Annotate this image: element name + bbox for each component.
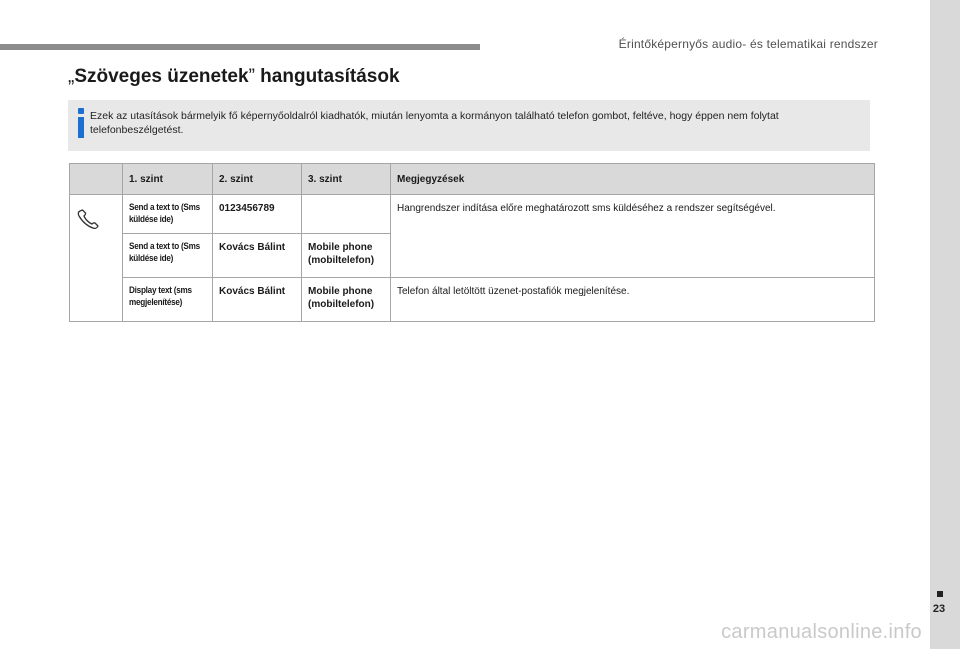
title-open-quote: „ [68,66,75,87]
info-text: Ezek az utasítások bármelyik fő képernyőoldalról kiadhatók, miután lenyomta a kormányon található telefon gombot, feltéve, hogy éppen nem folytat telefonbeszélgetést. [90,110,779,136]
page-number: 23 [932,603,946,615]
table-header-notes: Megjegyzések [391,164,875,195]
cell-level1: Send a text to (Sms küldése ide) [123,234,213,278]
cell-level2: Kovács Bálint [213,278,302,322]
side-strip [930,0,960,649]
table-header-blank [70,164,123,195]
table-row [70,278,875,322]
title-bold: Szöveges üzenetek [74,66,249,87]
cell-level3: Mobile phone (mobiltelefon) [302,234,391,278]
table-header-level3: 3. szint [302,164,391,195]
cell-level1: Send a text to (Sms küldése ide) [123,195,213,234]
page-marker [937,591,943,597]
title-rest: hangutasítások [254,66,400,87]
phone-cell [70,195,123,322]
table-header-level2: 2. szint [213,164,302,195]
cell-level2: Kovács Bálint [213,234,302,278]
cell-note: Hangrendszer indítása előre meghatározott sms küldéséhez a rendszer segítségével. [391,195,875,278]
info-box [68,100,870,151]
cell-note: Telefon által letöltött üzenet-postafiók megjelenítése. [391,278,875,322]
voice-command-table [69,163,875,322]
watermark: carmanualsonline.info [721,621,922,643]
cell-level2: 0123456789 [213,195,302,234]
cell-level1: Display text (sms megjelenítése) [123,278,213,322]
phone-icon [76,208,102,233]
cell-level3: Mobile phone (mobiltelefon) [302,278,391,322]
section-title [68,66,400,88]
table-row [70,195,875,234]
page-header-title: Érintőképernyős audio- és telematikai rendszer [618,37,878,51]
table-header-level1: 1. szint [123,164,213,195]
info-icon [78,108,84,138]
title-close-quote: ” [248,66,255,87]
header-rule [0,44,480,50]
cell-level3 [302,195,391,234]
table-header-row [70,164,875,195]
